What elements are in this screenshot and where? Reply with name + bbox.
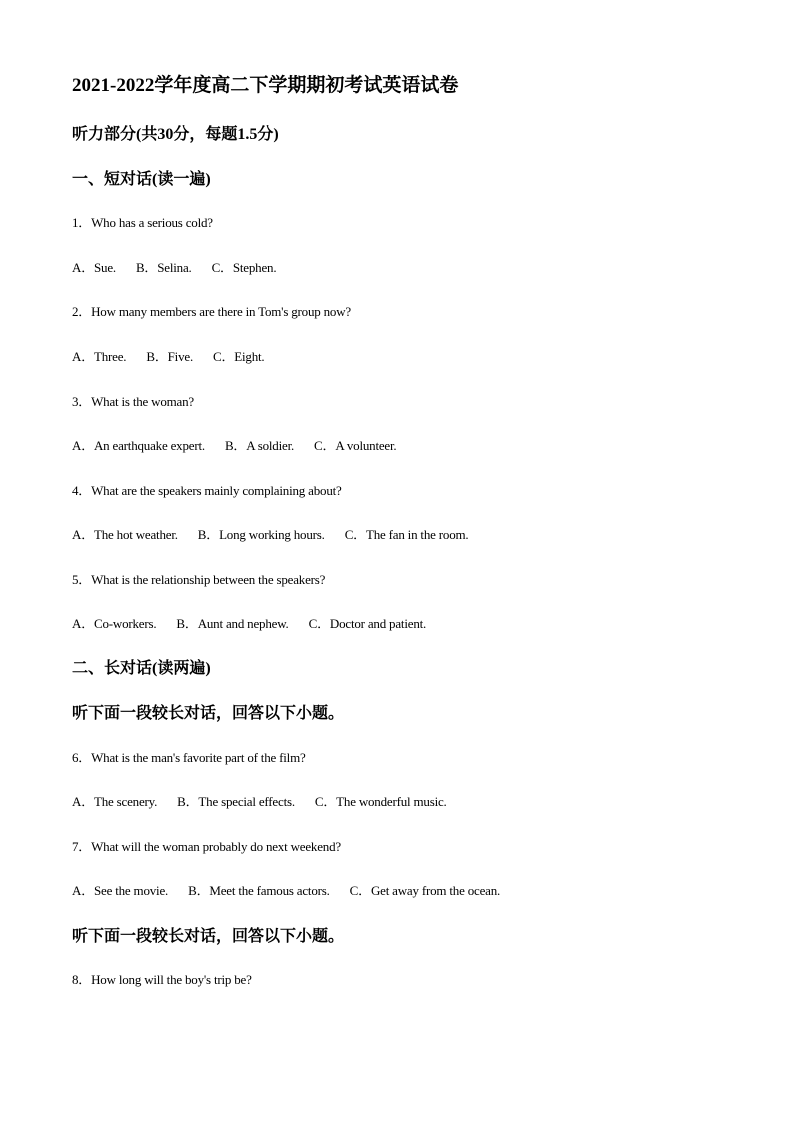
option-1b: B．Selina. — [135, 260, 192, 275]
question-2: 2．How many members are there in Tom's group now? — [72, 304, 351, 319]
option-3c: C．A volunteer. — [314, 438, 397, 453]
options-2 — [72, 346, 265, 365]
options-7 — [72, 880, 500, 899]
option-5b: B．Aunt and nephew. — [176, 616, 289, 631]
question-1: 1．Who has a serious cold? — [72, 215, 213, 230]
option-3a: A．An earthquake expert. — [72, 438, 205, 453]
options-1 — [72, 257, 276, 276]
question-3: 3．What is the woman? — [72, 394, 194, 409]
option-2a: A．Three. — [72, 349, 127, 364]
option-1c: C．Stephen. — [211, 260, 277, 275]
option-7c: C．Get away from the ocean. — [349, 883, 501, 898]
option-4a: A．The hot weather. — [72, 527, 178, 542]
question-8: 8．How long will the boy's trip be? — [72, 972, 252, 987]
option-7b: B．Meet the famous actors. — [188, 883, 330, 898]
question-7: 7．What will the woman probably do next weekend? — [72, 839, 341, 854]
option-5a: A．Co-workers. — [72, 616, 157, 631]
option-6c: C．The wonderful music. — [314, 794, 447, 809]
options-3 — [72, 435, 396, 454]
section-heading-listening: 听力部分(共30分，每题1.5分) — [72, 126, 279, 143]
question-5: 5．What is the relationship between the speakers? — [72, 572, 326, 587]
part-heading-long-dialogues: 二、长对话(读两遍) — [72, 660, 211, 677]
option-6b: B．The special effects. — [177, 794, 295, 809]
options-6 — [72, 791, 447, 810]
option-4c: C．The fan in the room. — [344, 527, 469, 542]
exam-title: 2021-2022学年度高二下学期期初考试英语试卷 — [72, 75, 459, 96]
option-2b: B．Five. — [146, 349, 193, 364]
option-2c: C．Eight. — [213, 349, 265, 364]
option-7a: A．See the movie. — [72, 883, 169, 898]
option-3b: B．A soldier. — [224, 438, 295, 453]
question-6: 6．What is the man's favorite part of the film? — [72, 750, 306, 765]
part-heading-short-dialogues: 一、短对话(读一遍) — [72, 171, 211, 188]
instruction-heading: 听下面一段较长对话，回答以下小题。 — [72, 928, 345, 945]
question-4: 4．What are the speakers mainly complaining about? — [72, 483, 342, 498]
option-6a: A．The scenery. — [72, 794, 158, 809]
options-5 — [72, 613, 426, 632]
option-1a: A．Sue. — [72, 260, 116, 275]
option-4b: B．Long working hours. — [197, 527, 325, 542]
option-5c: C．Doctor and patient. — [308, 616, 427, 631]
instruction-heading: 听下面一段较长对话，回答以下小题。 — [72, 705, 345, 722]
options-4 — [72, 524, 468, 543]
